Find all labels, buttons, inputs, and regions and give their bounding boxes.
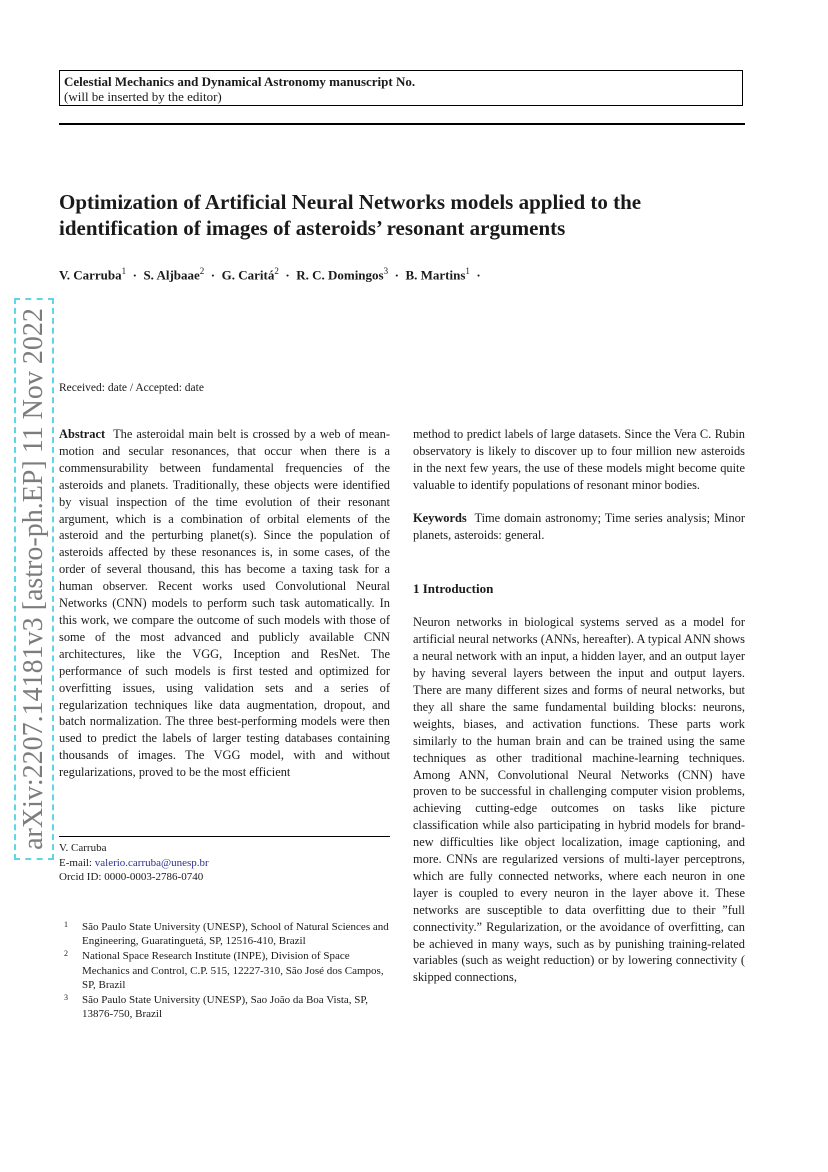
keywords-paragraph <box>413 510 745 544</box>
contact-email-line <box>59 856 209 871</box>
paper-title: Optimization of Artificial Neural Networks models applied to the identification of images of asteroids’ resonant arguments <box>59 190 642 240</box>
contact-block <box>59 841 209 885</box>
author-affiliation-mark: 3 <box>383 266 389 276</box>
footnote-rule <box>59 836 390 837</box>
author-affiliation-mark: 2 <box>274 266 279 276</box>
author-affiliation-mark: 2 <box>199 266 205 276</box>
right-column <box>413 426 745 986</box>
author-name: B. Martins <box>405 267 466 283</box>
section-heading: 1 Introduction <box>413 581 494 597</box>
editor-note: (will be inserted by the editor) <box>64 89 222 104</box>
left-column <box>59 426 390 781</box>
journal-header-box <box>59 70 743 106</box>
affiliation-list <box>64 920 390 1022</box>
abstract-continued: method to predict labels of large datasets. Since the Vera C. Rubin observatory is likely to discover up to four million new asteroids in the next few years, the use of these models might become quite valuable to identify populations of resonant minor bodies. <box>413 427 745 492</box>
author-affiliation-mark: 1 <box>121 266 127 276</box>
author-name: S. Aljbaae <box>143 267 200 283</box>
journal-name: Celestial Mechanics and Dynamical Astronomy manuscript No. <box>64 74 416 89</box>
affiliation-number: 1 <box>64 920 68 929</box>
affiliation-number: 3 <box>64 993 68 1003</box>
keywords-label: Keywords <box>413 510 467 525</box>
orcid-id: Orcid ID: 0000-0003-2786-0740 <box>59 871 204 883</box>
abstract-label: Abstract <box>59 427 106 441</box>
author-name: R. C. Domingos <box>296 267 384 283</box>
email-label: E-mail: <box>59 856 92 869</box>
arxiv-stamp <box>14 298 54 860</box>
affiliation-number: 2 <box>64 949 68 959</box>
affiliation-item <box>64 949 390 992</box>
affiliation-item <box>64 993 390 1021</box>
author-name: G. Caritá <box>221 267 275 283</box>
affiliation-text: São Paulo State University (UNESP), Sao João da Boa Vista, SP, 13876-750, Brazil <box>82 994 369 1021</box>
author-affiliation-mark: 1 <box>465 266 470 276</box>
affiliation-text: São Paulo State University (UNESP), School of Natural Sciences and Engineering, Guaratinguetá, SP, 12516-410, Brazil <box>82 921 389 948</box>
abstract-paragraph <box>59 426 390 781</box>
abstract-text: The asteroidal main belt is crossed by a web of mean-motion and secular resonances, that occur when there is a commensurability between fundamental frequencies of the asteroids and planets. Traditionally, these objects were identified by visual inspection of the time evolution of their resonant argument, which is a combination of orbital elements of the asteroid and the perturbing planet(s). Since the population of asteroids affected by these resonances is, in some cases, of the order of several thousand, this has become a taxing task for a human observer. Recent works used Convolutional Neural Networks (CNN) models to perform such task automatically. In this work, we compare the outcome of such models with those of some of the most advanced and publicly available CNN architectures, like the VGG, Inception and ResNet. The performance of such models is first tested and optimized for overfitting issues, using validation sets and a series of regularization techniques like data augmentation, dropout, and batch normalization. The three best-performing models were then used to predict the labels of larger testing databases containing thousands of images. The VGG model, with and without regularizations, proved to be the most efficient <box>59 427 390 780</box>
received-date: Received: date / Accepted: date <box>59 382 204 394</box>
author-list: V. Carruba$^1$ · S. Aljbaae$^2$ · G. Caritá$^2$ · R. C. Domingos$^3$ · B. Martins$^1$ · <box>59 266 481 283</box>
affiliation-text: National Space Research Institute (INPE), Division of Space Mechanics and Control, C.P. 515, 12227-310, São José dos Campos, SP, Brazil <box>82 950 384 991</box>
keywords-text: Time domain astronomy; Time series analysis; Minor planets, asteroids: general. <box>413 510 745 542</box>
header-rule <box>59 123 745 125</box>
author-name: V. Carruba <box>59 267 122 283</box>
introduction-text: Neuron networks in biological systems served as a model for artificial neural networks (ANNs, hereafter). A typical ANN shows a neural network with an input, a hidden layer, and an output layer by having several layers between the input and output layers. There are many different sizes and forms of neural networks, but they all share the same fundamental building blocks: neurons, weights, biases, and activation functions. These parts work similarly to the human brain and can be trained using the same techniques as other traditional machine-learning techniques. Among ANN, Convolutional Neural Networks (CNN) have proven to be successful in challenging computer vision problems, achieving cutting-edge outcomes on tasks like picture classification while also participating in hybrid models for brand-new difficulties like object localization, image captioning, and more. CNNs are regularized versions of multi-layer perceptrons, which are fully connected networks, where each neuron in one layer is coupled to every neuron in the layer above it. These networks are susceptible to data overfitting due to their ”full connectivity.” Regularization, or the avoidance of overfitting, can be achieved in many ways, such as by punishing training-related variables (such as weight reduction) or by lowering connectivity ( skipped connections, <box>413 615 745 985</box>
email-link[interactable]: valerio.carruba@unesp.br <box>94 856 209 869</box>
arxiv-identifier: arXiv:2207.14181v3 [astro-ph.EP] 11 Nov 2022 <box>18 308 49 850</box>
contact-name: V. Carruba <box>59 842 107 854</box>
affiliation-item <box>64 920 390 948</box>
